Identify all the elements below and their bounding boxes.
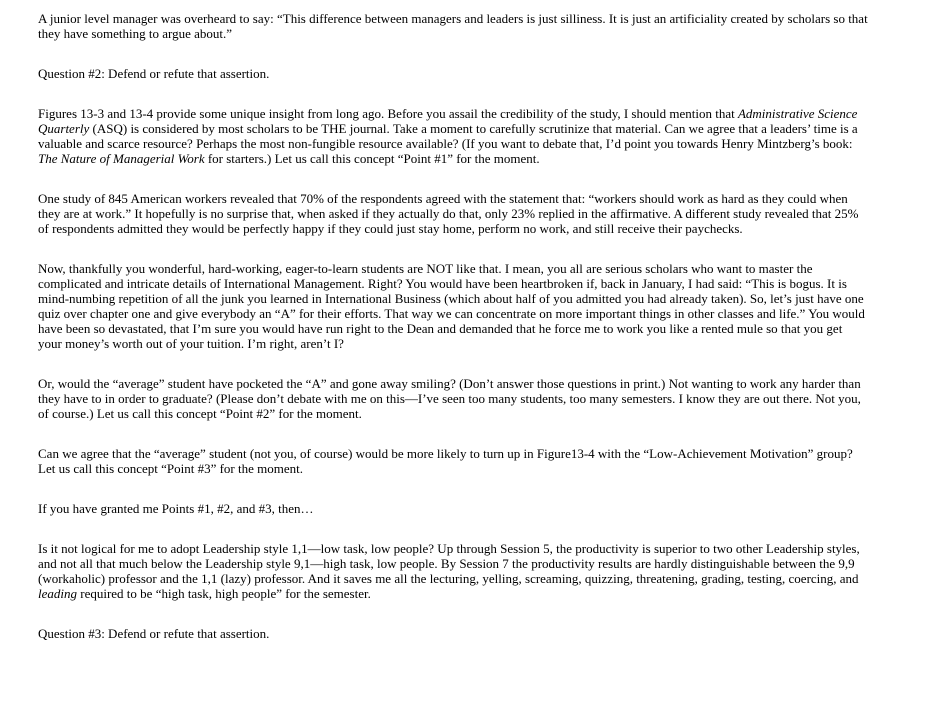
paragraph-average-student: Or, would the “average” student have pocketed the “A” and gone away smiling? (Don’t answer those questions in print.) Not wanting to work any harder than they have to in order to graduate? (Please don’t debate with me on this—I’ve seen too many students, too many semesters. I know they are out there. Not you, of course.) Let us call this concept “Point #2” for the moment.	[38, 376, 861, 421]
journal-title: Administrative Science Quarterly	[38, 106, 858, 136]
paragraph-point-3: Can we agree that the “average” student (not you, of course) would be more likely to turn up in Figure13-4 with the “Low-Achievement Motivation” group? Let us call this concept “Point #3” for the moment.	[38, 446, 853, 476]
paragraph-students: Now, thankfully you wonderful, hard-working, eager-to-learn students are NOT like that. I mean, you all are serious scholars who want to master the complicated and intricate details of International Management. Right? You would have been heartbroken if, back in January, I had said: “This is bogus. It is mind-numbing repetition of all the junk you learned in International Business (which about half of you admitted you had already taken). So, let’s just have one quiz over chapter one and give everybody an “A” for their efforts. That way we can concentrate on more important things in other classes and life.” You would have been so devastated, that I’m sure you would have run right to the Dean and demanded that he force me to work you like a rented mule so that you get your money’s worth out of your tuition. I’m right, aren’t I?	[38, 261, 865, 351]
text-run: required to be “high task, high people” for the semester.	[77, 586, 371, 601]
document-body	[38, 11, 868, 666]
paragraph-points-granted: If you have granted me Points #1, #2, and #3, then…	[38, 501, 314, 516]
question-2: Question #2: Defend or refute that assertion.	[38, 66, 270, 81]
text-run: for starters.) Let us call this concept “Point #1” for the moment.	[204, 151, 540, 166]
question-3: Question #3: Defend or refute that assertion.	[38, 626, 270, 641]
paragraph-figures-asq	[38, 106, 868, 166]
text-run: Figures 13-3 and 13-4 provide some unique insight from long ago. Before you assail the credibility of the study, I should mention that	[38, 106, 738, 121]
paragraph-leadership-style	[38, 541, 868, 601]
paragraph-worker-study: One study of 845 American workers revealed that 70% of the respondents agreed with the statement that: “workers should work as hard as they could when they are at work.” It hopefully is no surprise that, when asked if they actually do that, only 23% replied in the affirmative. A different study revealed that 25% of respondents admitted they would be perfectly happy if they could just stay home, perform no work, and still receive their paychecks.	[38, 191, 859, 236]
text-run: (ASQ) is considered by most scholars to be THE journal. Take a moment to carefully scrutinize that material. Can we agree that a leaders’ time is a valuable and scarce resource? Perhaps the most non-fungible resource available? (If you want to debate that, I’d point you towards Henry Mintzberg’s book:	[38, 121, 858, 151]
text-run: Is it not logical for me to adopt Leadership style 1,1—low task, low people? Up through Session 5, the productivity is superior to two other Leadership styles, and not all that much below the Leadership style 9,1—high task, low people. By Session 7 the productivity results are hardly distinguishable between the 9,9 (workaholic) professor and the 1,1 (lazy) professor. And it saves me all the lecturing, yelling, screaming, quizzing, threatening, grading, testing, coercing, and	[38, 541, 860, 586]
paragraph-junior-manager-quote: A junior level manager was overheard to say: “This difference between managers and leaders is just silliness. It is just an artificiality created by scholars so that they have something to argue about.”	[38, 11, 868, 41]
leading-emphasis: leading	[38, 586, 77, 601]
book-title: The Nature of Managerial Work	[38, 151, 205, 166]
